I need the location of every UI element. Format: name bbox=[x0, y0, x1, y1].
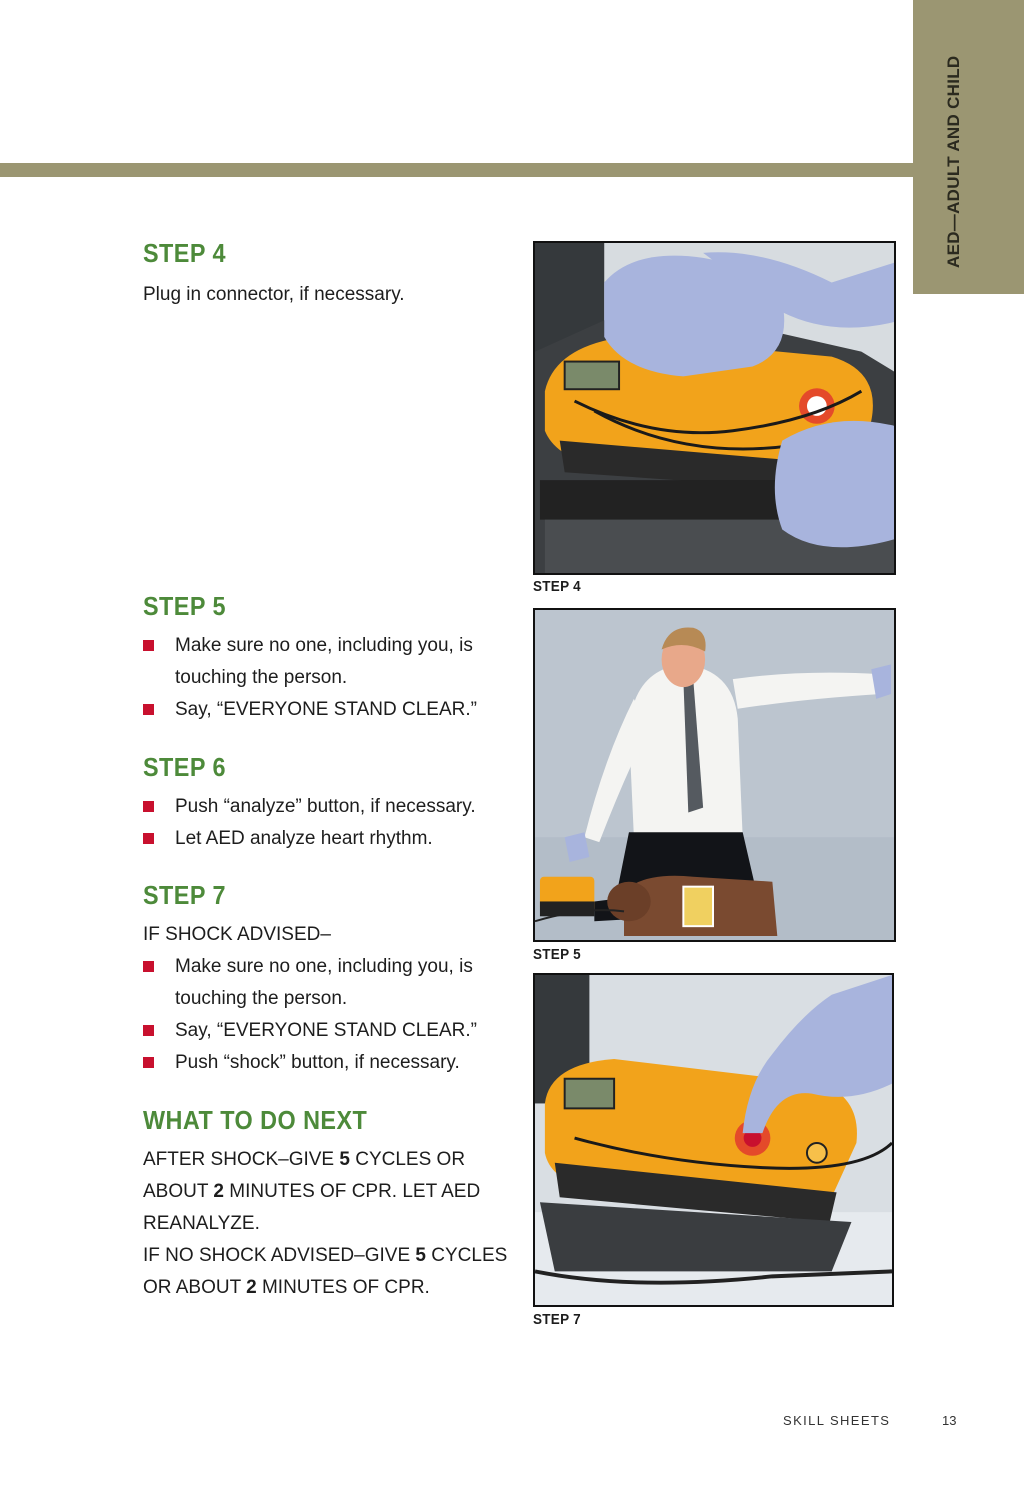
page-number: 13 bbox=[942, 1413, 957, 1428]
list-item: Let AED analyze heart rhythm. bbox=[143, 823, 523, 855]
list-item: Make sure no one, including you, is touching the person. bbox=[143, 630, 523, 694]
list-item: Say, “EVERYONE STAND CLEAR.” bbox=[143, 1015, 523, 1047]
bullet-square-icon bbox=[143, 640, 154, 651]
step7-list bbox=[143, 951, 523, 1079]
step7-intro: IF SHOCK ADVISED– bbox=[143, 924, 331, 945]
bullet-square-icon bbox=[143, 1057, 154, 1068]
step5-heading: STEP 5 bbox=[143, 591, 226, 621]
step6-heading: STEP 6 bbox=[143, 752, 226, 782]
footer-section-label: SKILL SHEETS bbox=[783, 1413, 891, 1428]
step4-text: Plug in connector, if necessary. bbox=[143, 284, 405, 305]
step6-list bbox=[143, 791, 523, 855]
bullet-square-icon bbox=[143, 833, 154, 844]
step7-photo-caption: STEP 7 bbox=[533, 1311, 581, 1328]
step4-photo-caption: STEP 4 bbox=[533, 578, 581, 595]
what-next-heading: WHAT TO DO NEXT bbox=[143, 1105, 368, 1135]
step7-heading: STEP 7 bbox=[143, 880, 226, 910]
bullet-square-icon bbox=[143, 801, 154, 812]
bullet-square-icon bbox=[143, 961, 154, 972]
step4-photo bbox=[533, 241, 896, 575]
section-tab bbox=[913, 0, 1024, 294]
step5-photo bbox=[533, 608, 896, 942]
list-item: Make sure no one, including you, is touching the person. bbox=[143, 951, 523, 1015]
step7-photo bbox=[533, 973, 894, 1307]
section-tab-label: AED—ADULT AND CHILD bbox=[944, 55, 963, 268]
step5-list bbox=[143, 630, 523, 726]
header-band bbox=[0, 163, 1024, 177]
list-item: Push “shock” button, if necessary. bbox=[143, 1047, 523, 1079]
step4-heading: STEP 4 bbox=[143, 238, 226, 268]
list-item: Push “analyze” button, if necessary. bbox=[143, 791, 523, 823]
bullet-square-icon bbox=[143, 704, 154, 715]
what-next-paragraph-1: AFTER SHOCK–GIVE 5 CYCLES OR ABOUT 2 MINUTES OF CPR. LET AED REANALYZE. bbox=[143, 1149, 481, 1234]
bullet-square-icon bbox=[143, 1025, 154, 1036]
list-item: Say, “EVERYONE STAND CLEAR.” bbox=[143, 694, 523, 726]
what-next-paragraph-2: IF NO SHOCK ADVISED–GIVE 5 CYCLES OR ABOUT 2 MINUTES OF CPR. bbox=[143, 1245, 508, 1298]
step5-photo-caption: STEP 5 bbox=[533, 946, 581, 963]
